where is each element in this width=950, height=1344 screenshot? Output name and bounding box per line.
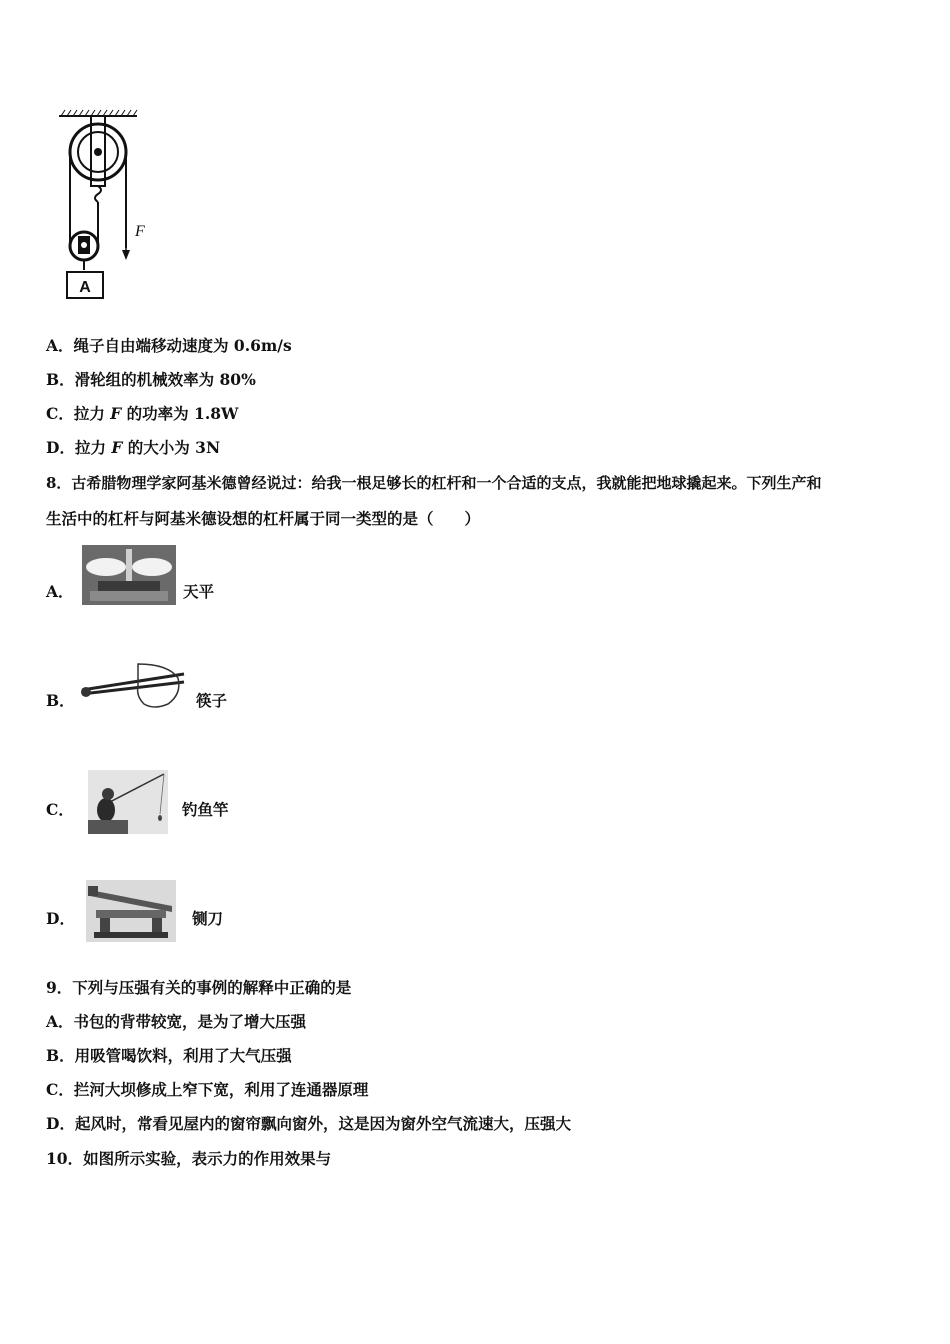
pulley-diagram [55, 108, 165, 308]
q7-option-c-var: F [110, 404, 122, 423]
q9-option-b: B．用吸管喝饮料，利用了大气压强 [46, 1046, 292, 1065]
q7-option-d-text-post: 的大小为 3N [122, 438, 221, 457]
q8-stem-line1: 8．古希腊物理学家阿基米德曾经说过：给我一根足够长的杠杆和一个合适的支点，我就能把地球撬起来。下列生产和 [46, 474, 822, 492]
q7-option-a-letter: A． [46, 336, 74, 355]
q8-option-b-letter: B． [46, 691, 75, 710]
chopsticks-image [78, 660, 188, 712]
q8-option-d-label: 铡刀 [192, 909, 224, 928]
q7-option-a [46, 335, 292, 357]
q8-option-d-letter: D． [46, 909, 75, 928]
q7-option-d [46, 437, 220, 459]
q7-option-d-var: F [111, 438, 123, 457]
q7-option-b-text: 滑轮组的机械效率为 80% [74, 370, 256, 389]
q9-stem: 9．下列与压强有关的事例的解释中正确的是 [46, 978, 352, 997]
fishing-rod-image [88, 770, 168, 834]
q7-option-c-text-post: 的功率为 1.8W [121, 404, 239, 423]
balance-image [82, 545, 176, 605]
q9-option-d: D．起风时，常看见屋内的窗帘飘向窗外，这是因为窗外空气流速大，压强大 [46, 1114, 571, 1133]
guillotine-cutter-image [86, 880, 176, 942]
q7-option-a-text: 绳子自由端移动速度为 0.6m/s [73, 336, 292, 355]
q8-option-c-letter: C． [46, 800, 74, 819]
block-label: A [79, 279, 91, 296]
q7-option-d-text-pre: 拉力 [74, 438, 112, 457]
q8-option-a-letter: A． [46, 582, 74, 601]
q9-option-a: A．书包的背带较宽，是为了增大压强 [46, 1012, 307, 1031]
q8-option-a-label: 天平 [183, 582, 215, 601]
q7-option-c-letter: C． [46, 404, 74, 423]
q7-option-b [46, 369, 256, 391]
q7-option-c [46, 403, 238, 425]
q7-option-d-letter: D． [46, 438, 75, 457]
q8-option-c-label: 钓鱼竿 [182, 800, 229, 819]
force-label: F [135, 223, 145, 240]
q7-option-b-letter: B． [46, 370, 75, 389]
q9-option-c: C．拦河大坝修成上窄下宽，利用了连通器原理 [46, 1080, 369, 1099]
q8-stem-line2: 生活中的杠杆与阿基米德设想的杠杆属于同一类型的是（ ） [46, 509, 481, 528]
q7-option-c-text-pre: 拉力 [73, 404, 111, 423]
q10-stem: 10．如图所示实验，表示力的作用效果与 [46, 1149, 332, 1168]
q8-option-b-label: 筷子 [196, 691, 228, 710]
pulley-figure [55, 108, 165, 308]
